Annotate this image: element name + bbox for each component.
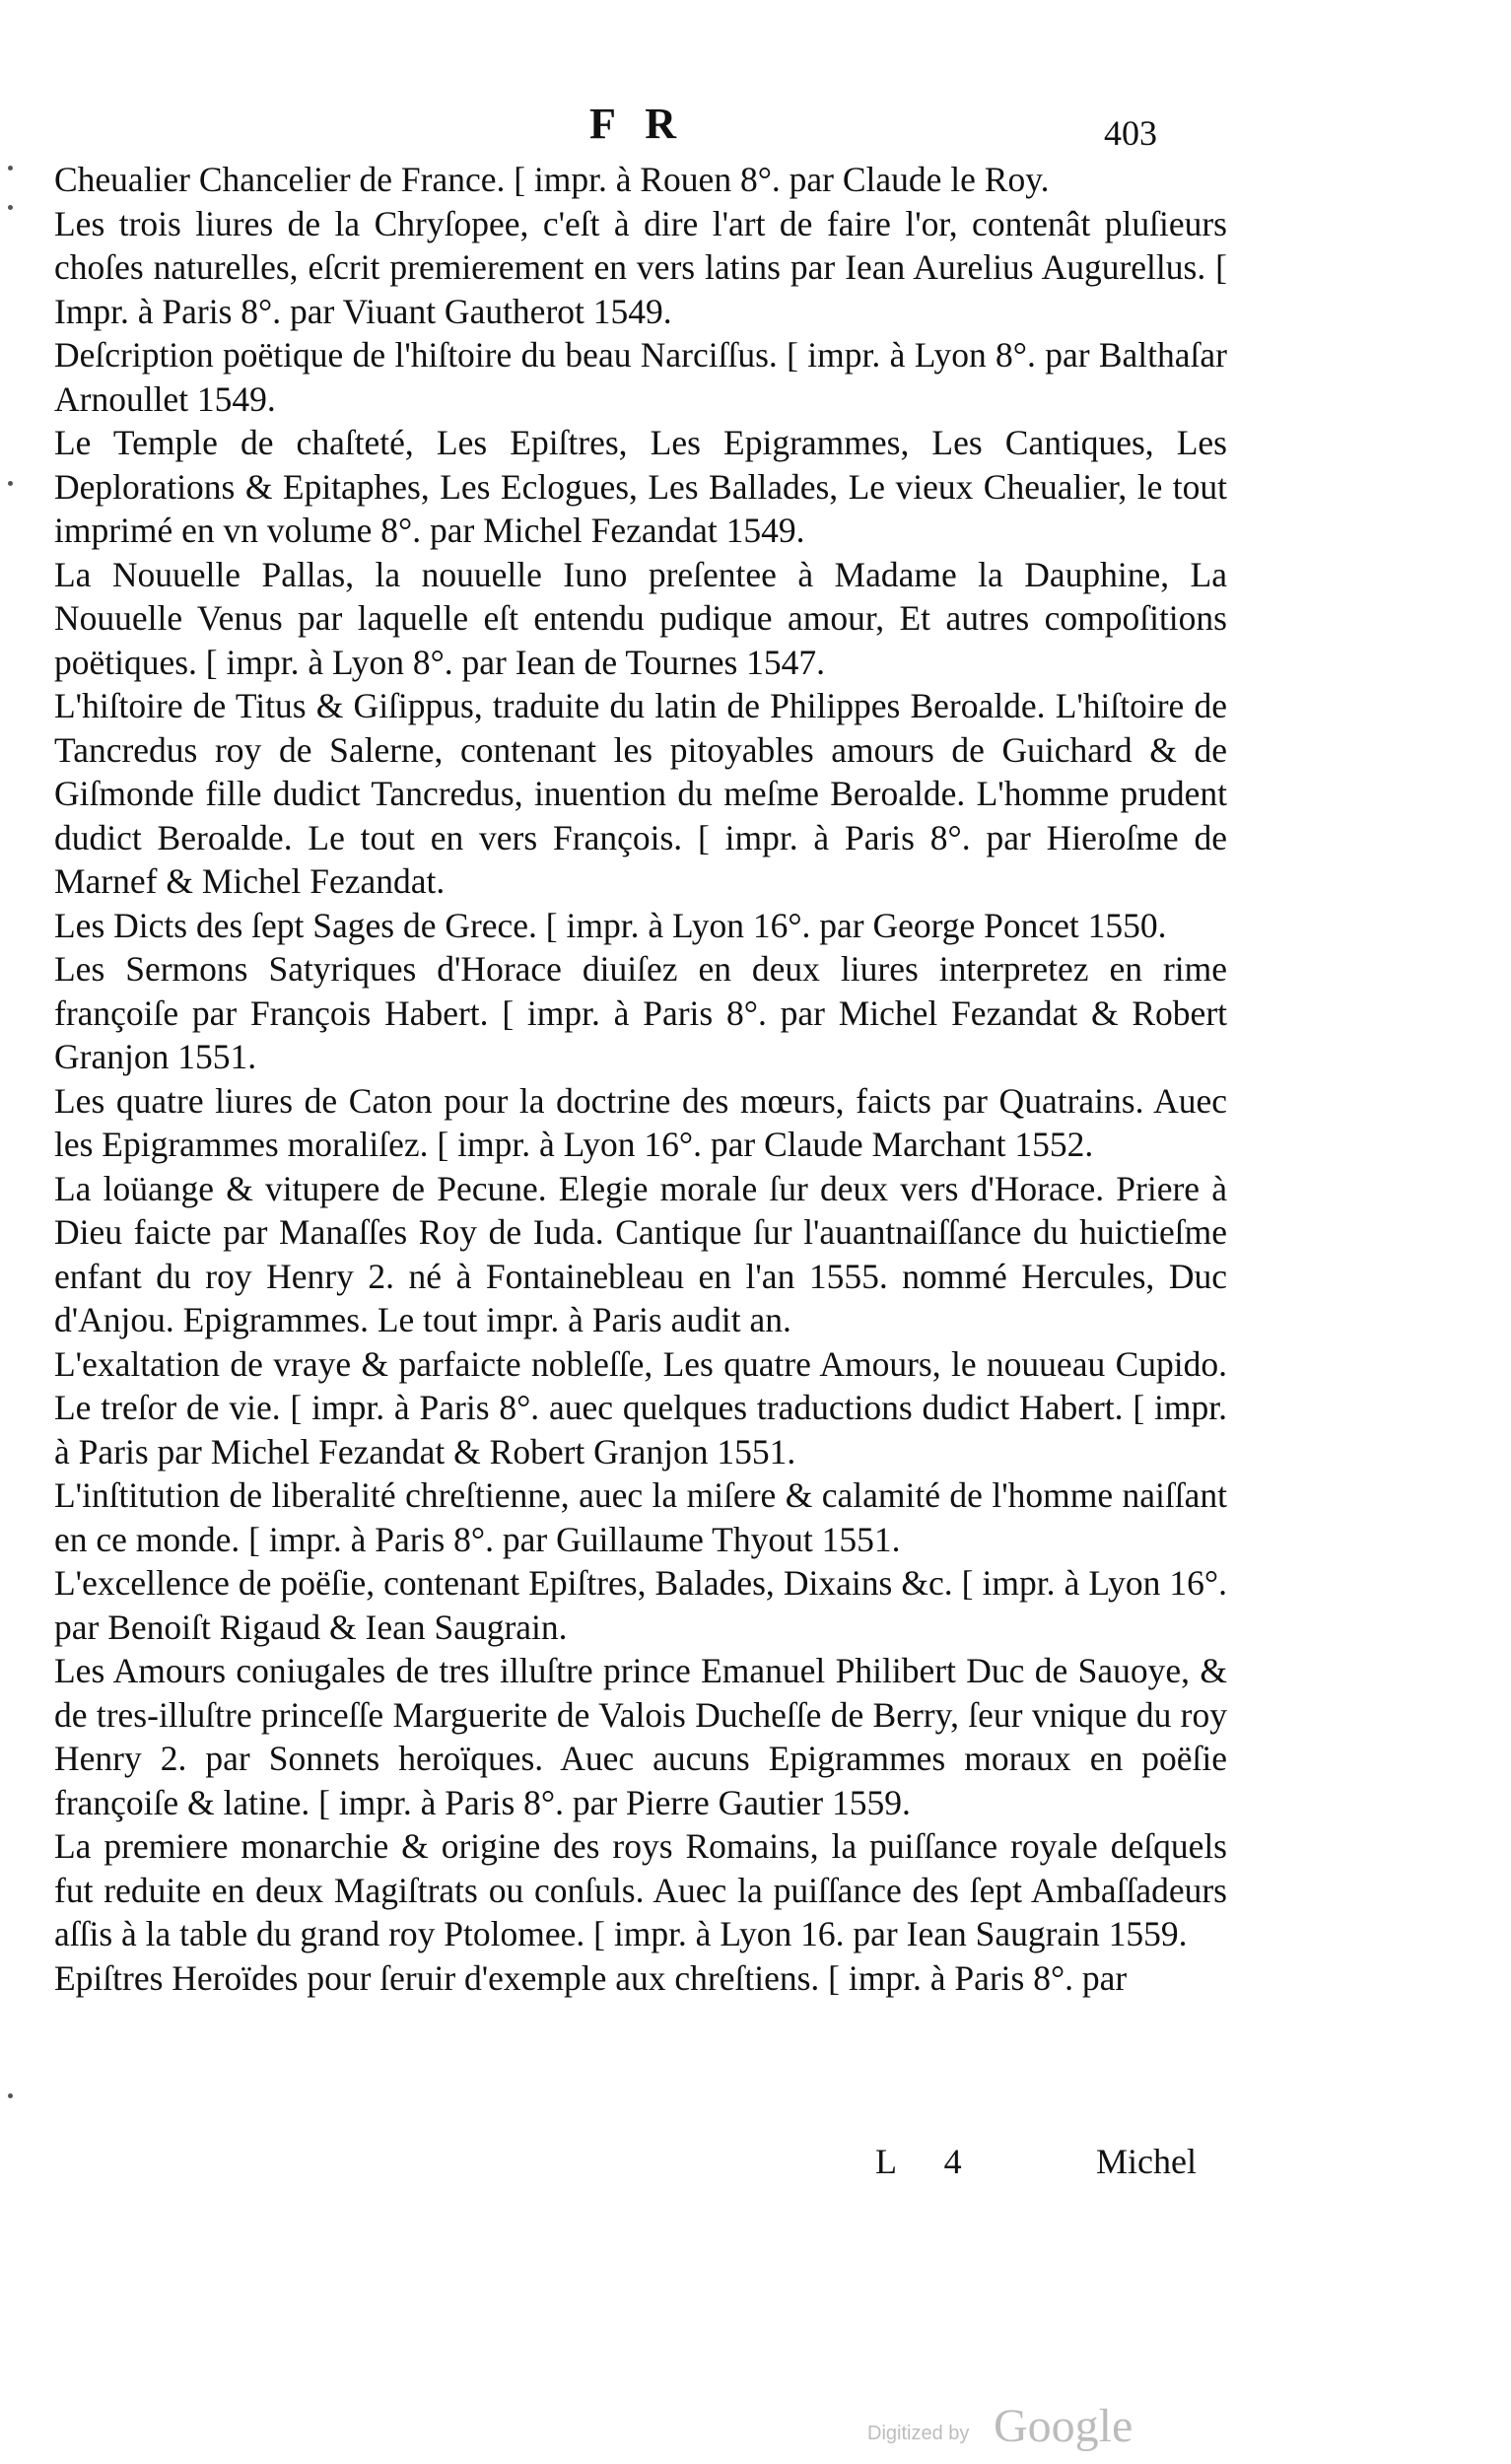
bibliography-entry: Les Amours coniugales de tres illuſtre prince Emanuel Philibert Duc de Sauoye, & de tres-illuſtre princeſſe Marguerite de Valois Ducheſſe de Berry, ſeur vnique du roy Henry 2. par Sonnets heroïques. Auec aucuns Epigrammes moraux en poëſie françoiſe & latine. [ impr. à Paris 8°. par Pierre Gautier 1559. (54, 1651, 1227, 1822)
bibliography-entry: L'inſtitution de liberalité chreſtienne, auec la miſere & calamité de l'homme naiſſant en ce monde. [ impr. à Paris 8°. par Guillaume Thyout 1551. (54, 1475, 1227, 1559)
digitization-watermark (867, 2400, 1202, 2454)
page-header (0, 99, 1511, 158)
bibliography-entry: Les Dicts des ſept Sages de Grece. [ impr. à Lyon 16°. par George Poncet 1550. (54, 905, 1167, 945)
margin-speck (8, 205, 13, 210)
bibliography-entry: Cheualier Chancelier de France. [ impr. à Rouen 8°. par Claude le Roy. (54, 160, 1050, 199)
catchword: Michel (1096, 2142, 1197, 2181)
margin-speck (8, 2093, 13, 2098)
bibliography-entry: Les Sermons Satyriques d'Horace diuiſez en deux liures interpretez en rime françoiſe par François Habert. [ impr. à Paris 8°. par Michel Fezandat & Robert Granjon 1551. (54, 949, 1227, 1076)
page-number: 403 (1104, 113, 1157, 153)
bibliography-entry: Les quatre liures de Caton pour la doctrine des mœurs, faicts par Quatrains. Auec les Epigrammes moraliſez. [ impr. à Lyon 16°. par Claude Marchant 1552. (54, 1080, 1227, 1164)
watermark-prefix: Digitized by (867, 2423, 970, 2444)
bibliography-entry: Epiſtres Heroïdes pour ſeruir d'exemple aux chreſtiens. [ impr. à Paris 8°. par (54, 1957, 1128, 1998)
bibliography-entry: L'exaltation de vraye & parfaicte nobleſſe, Les quatre Amours, le nouueau Cupido. Le treſor de vie. [ impr. à Paris 8°. auec quelques traductions dudict Habert. [ impr. à Paris par Michel Fezandat & Robert Granjon 1551. (54, 1343, 1227, 1472)
google-logo: Google (994, 2400, 1133, 2452)
bibliography-entry: L'excellence de poëſie, contenant Epiſtres, Balades, Dixains &c. [ impr. à Lyon 16°. par Benoiſt Rigaud & Iean Saugrain. (54, 1563, 1227, 1647)
bibliography-entry: La loüange & vitupere de Pecune. Elegie morale ſur deux vers d'Horace. Priere à Dieu faicte par Manaſſes Roy de Iuda. Cantique ſur l'auantnaiſſance du huictieſme enfant du roy Henry 2. né à Fontainebleau en l'an 1555. nommé Hercules, Duc d'Anjou. Epigrammes. Le tout impr. à Paris audit an. (54, 1168, 1227, 1339)
margin-speck (8, 166, 13, 171)
bibliography-entry: Les trois liures de la Chryſopee, c'eſt à dire l'art de faire l'or, contenât pluſieurs choſes naturelles, eſcrit premierement en vers latins par Iean Aurelius Augurellus. [ Impr. à Paris 8°. par Viuant Gautherot 1549. (54, 203, 1227, 331)
page-footer (0, 2141, 1511, 2190)
text-block (54, 158, 1227, 2000)
signature-mark: L 4 (875, 2142, 982, 2181)
bibliography-entry: Le Temple de chaſteté, Les Epiſtres, Les Epigrammes, Les Cantiques, Les Deplorations & Epitaphes, Les Eclogues, Les Ballades, Le vieux Cheualier, le tout imprimé en vn volume 8°. par Michel Fezandat 1549. (54, 423, 1227, 550)
running-head: F R (589, 100, 687, 148)
margin-speck (8, 481, 13, 486)
bibliography-entry: La Nouuelle Pallas, la nouuelle Iuno preſentee à Madame la Dauphine, La Nouuelle Venus par laquelle eſt entendu pudique amour, Et autres compoſitions poëtiques. [ impr. à Lyon 8°. par Iean de Tournes 1547. (54, 554, 1227, 682)
bibliography-entry: Deſcription poëtique de l'hiſtoire du beau Narciſſus. [ impr. à Lyon 8°. par Balthaſar Arnoullet 1549. (54, 335, 1227, 419)
bibliography-entry: La premiere monarchie & origine des roys Romains, la puiſſance royale deſquels fut reduite en deux Magiſtrats ou conſuls. Auec la puiſſance des ſept Ambaſſadeurs aſſis à la table du grand roy Ptolomee. [ impr. à Lyon 16. par Iean Saugrain 1559. (54, 1826, 1227, 1953)
bibliography-entry: L'hiſtoire de Titus & Giſippus, traduite du latin de Philippes Beroalde. L'hiſtoire de Tancredus roy de Salerne, contenant les pitoyables amours de Guichard & de Giſmonde fille dudict Tancredus, inuention du meſme Beroalde. L'homme prudent dudict Beroalde. Le tout en vers François. [ impr. à Paris 8°. par Hieroſme de Marnef & Michel Fezandat. (54, 686, 1227, 901)
